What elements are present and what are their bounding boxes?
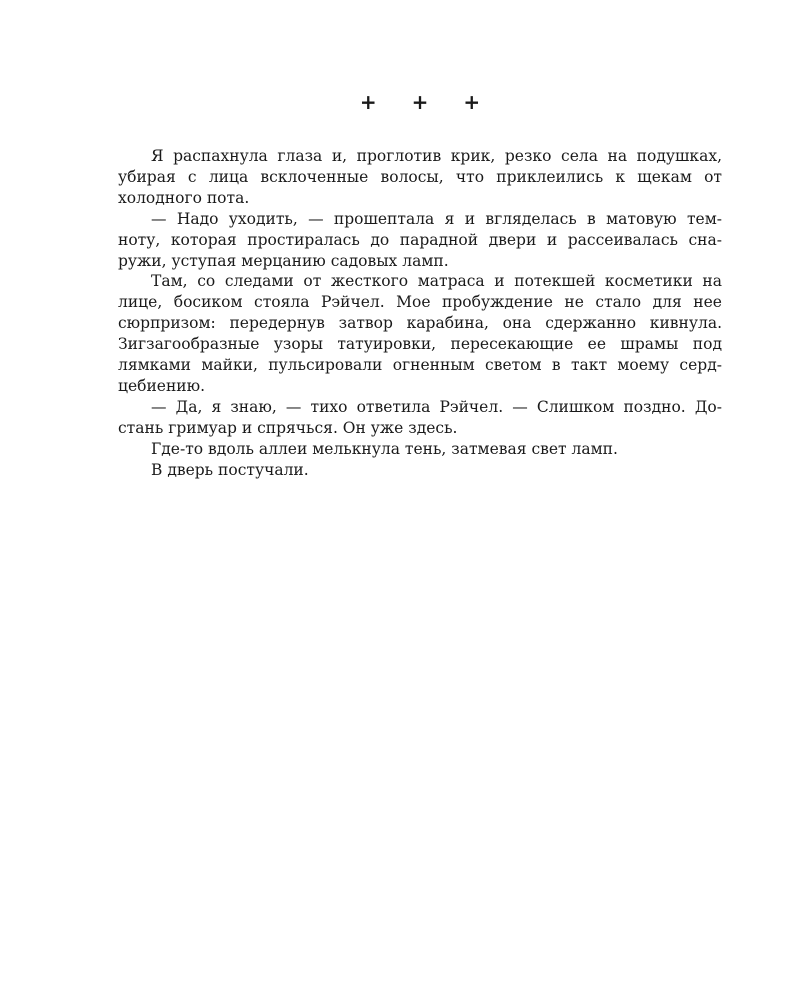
text-line: сюрпризом: передернув затвор карабина, она сдержанно кивнула.	[118, 314, 722, 333]
text-line: убирая с лица всклоченные волосы, что приклеились к щекам от	[118, 167, 722, 186]
paragraph	[118, 271, 722, 396]
paragraph	[118, 146, 722, 209]
text-line: ружи, уступая мерцанию садовых ламп.	[118, 251, 449, 270]
text-line: В дверь постучали.	[151, 460, 309, 479]
text-line: Где-то вдоль аллеи мелькнула тень, затмевая свет ламп.	[151, 439, 618, 458]
paragraph	[118, 209, 722, 272]
text-line: лице, босиком стояла Рэйчел. Мое пробуждение не стало для нее	[118, 293, 722, 312]
section-ornament: + + +	[359, 90, 495, 114]
page	[118, 88, 722, 481]
text-line: стань гримуар и спрячься. Он уже здесь.	[118, 418, 458, 437]
text-line: цебиению.	[118, 376, 206, 395]
paragraph	[118, 397, 722, 439]
paragraph	[118, 460, 722, 481]
text-line: — Да, я знаю, — тихо ответила Рэйчел. — Слишком поздно. До-	[151, 397, 722, 416]
text-line: Я распахнула глаза и, проглотив крик, резко села на подушках,	[151, 147, 722, 165]
text-line: Там, со следами от жесткого матраса и потекшей косметики на	[151, 272, 722, 291]
text-line: — Надо уходить, — прошептала я и вгляделась в матовую тем-	[151, 209, 722, 228]
text-line: ноту, которая простиралась до парадной двери и рассеивалась сна-	[118, 230, 722, 249]
text-line: Зигзагообразные узоры татуировки, пересекающие ее шрамы под	[118, 335, 722, 354]
paragraph	[118, 439, 722, 460]
text-line: лямками майки, пульсировали огненным светом в такт моему серд-	[118, 356, 722, 375]
text-line: холодного пота.	[118, 188, 250, 207]
